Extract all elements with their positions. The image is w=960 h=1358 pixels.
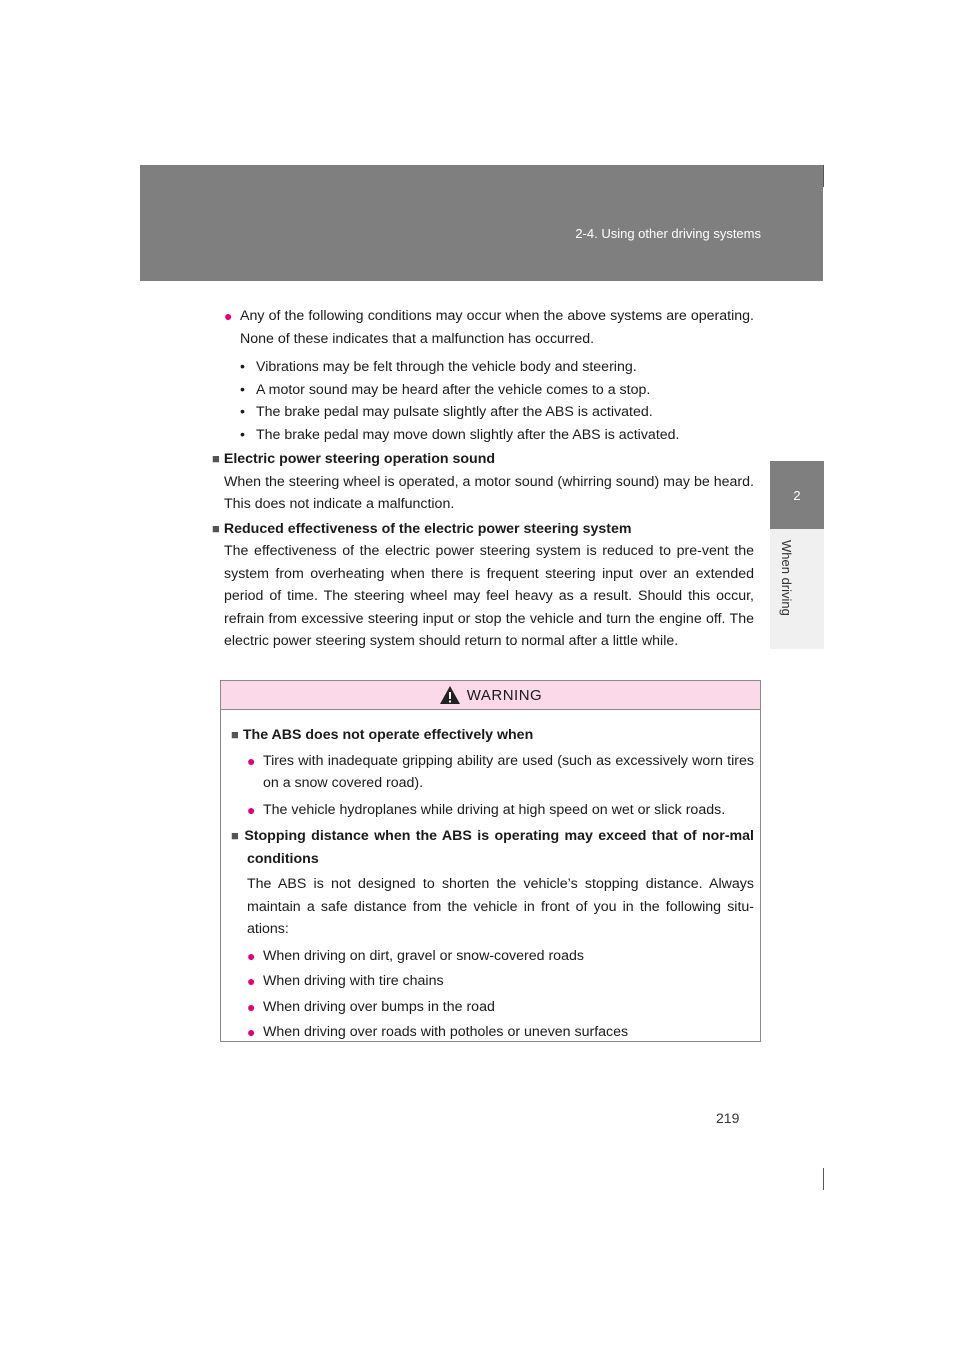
list-item-text: When driving with tire chains: [263, 973, 444, 989]
square-bullet-icon: ■: [212, 520, 220, 536]
bullet-dot-icon: ●: [247, 998, 256, 1015]
list-item: [247, 1021, 754, 1044]
bullet-dot-icon: ●: [247, 801, 256, 818]
list-item: • The brake pedal may move down slightly after the ABS is activated.: [240, 426, 680, 443]
page-number: 219: [716, 1110, 740, 1126]
warning-box: [220, 680, 761, 1042]
intro-bullet: [224, 305, 754, 350]
list-item-text: The brake pedal may pulsate slightly after the ABS is activated.: [256, 404, 653, 420]
crop-mark: [823, 165, 824, 187]
list-item-text: A motor sound may be heard after the vehicle comes to a stop.: [256, 381, 651, 398]
list-item: [247, 996, 754, 1019]
chapter-number: 2: [793, 487, 801, 503]
paragraph: The ABS is not designed to shorten the vehicle’s stopping distance. Always maintain a safe distance from the vehicle in front of you in the following situ-ations:: [247, 876, 754, 937]
list-item: [247, 750, 754, 795]
warning-triangle-icon: [439, 685, 461, 705]
paragraph: When the steering wheel is operated, a motor sound (whirring sound) may be heard. This does not indicate a malfunction.: [224, 473, 754, 512]
list-item: [247, 945, 754, 968]
section-heading: [212, 448, 754, 471]
heading-text: Stopping distance when the ABS is operating may exceed that of nor-mal conditions: [244, 828, 755, 867]
bullet-dot-icon: ●: [224, 308, 233, 324]
list-item-text: When driving over roads with potholes or uneven surfaces: [263, 1024, 629, 1040]
list-item-text: Tires with inadequate gripping ability are used (such as excessively worn tires on a snow covered road).: [263, 752, 754, 791]
bullet-dot-icon: ●: [247, 947, 256, 964]
header-band: [140, 165, 823, 281]
section-title: 2-4. Using other driving systems: [575, 226, 761, 241]
bullet-dot-icon: ●: [247, 1024, 256, 1040]
warning-body: [221, 710, 760, 1044]
heading-text: Reduced effectiveness of the electric power steering system: [223, 520, 632, 537]
chapter-tab: [770, 461, 824, 529]
warning-header: [221, 681, 760, 710]
list-item-text: When driving over bumps in the road: [263, 998, 495, 1015]
warning-heading: [231, 825, 754, 870]
chapter-label: When driving: [779, 540, 794, 616]
list-item-text: When driving on dirt, gravel or snow-covered roads: [263, 947, 584, 964]
list-item: [247, 799, 754, 822]
square-bullet-icon: ■: [231, 727, 239, 742]
list-item-text: Vibrations may be felt through the vehicle body and steering.: [256, 359, 637, 375]
square-bullet-icon: ■: [212, 451, 220, 466]
crop-mark: [823, 1168, 824, 1190]
list-item: • The brake pedal may pulsate slightly after the ABS is activated.: [240, 404, 653, 420]
paragraph: The effectiveness of the electric power steering system is reduced to pre-vent the system from overheating when there is frequent steering input over an extended period of time. The steering wheel may feel heavy as a result. Should this occur, refrain from excessive steering input or stop the vehicle and turn the engine off. The electric power steering system should return to normal after a little while.: [224, 543, 754, 649]
heading-text: Electric power steering operation sound: [223, 451, 496, 467]
warning-heading: [231, 724, 754, 747]
list-item: • A motor sound may be heard after the vehicle comes to a stop.: [240, 381, 651, 398]
list-item: • Vibrations may be felt through the vehicle body and steering.: [240, 359, 637, 375]
list-item: [247, 970, 754, 993]
bullet-dot-icon: ●: [247, 752, 256, 769]
square-bullet-icon: ■: [231, 828, 241, 843]
bullet-dot-icon: ●: [247, 973, 256, 989]
list-item-text: The brake pedal may move down slightly after the ABS is activated.: [256, 426, 680, 443]
list-item-text: The vehicle hydroplanes while driving at high speed on wet or slick roads.: [263, 801, 726, 818]
intro-text: Any of the following conditions may occur when the above systems are operating. None of these indicates that a malfunction has occurred.: [240, 308, 754, 347]
warning-label: WARNING: [466, 686, 543, 704]
heading-text: The ABS does not operate effectively when: [242, 727, 534, 743]
section-heading: [212, 518, 754, 541]
main-content: [212, 305, 754, 653]
